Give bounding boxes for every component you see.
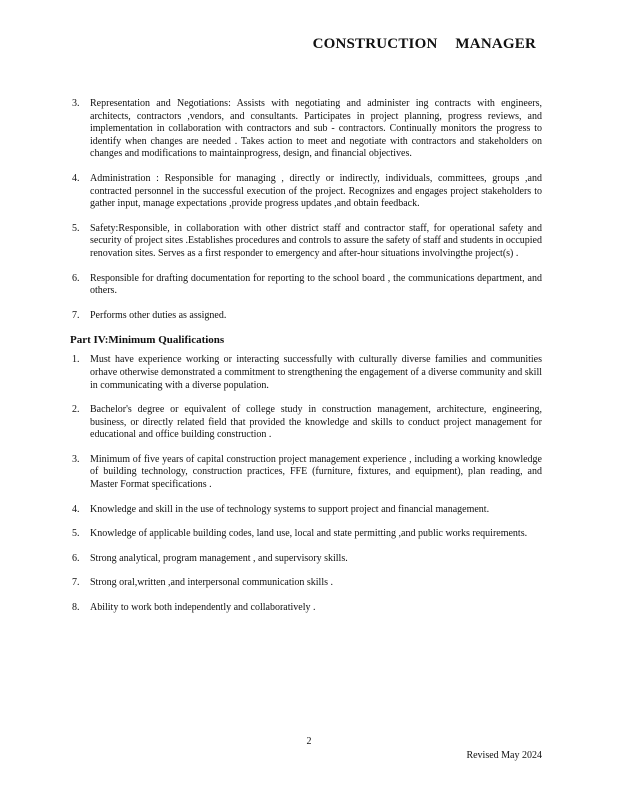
list-item (72, 504, 542, 517)
list-item (72, 577, 542, 590)
revision-date: Revised May 2024 (466, 750, 542, 761)
item-number: 3. (72, 98, 80, 109)
item-text: Responsible for drafting documentation for reporting to the school board , the communications department, and others. (90, 272, 542, 297)
item-text: Representation and Negotiations: Assists with negotiating and administer ing contracts with engineers, architects, contractors ,vendors, and consultants. Participates in project planning, progress reviews, and implementation in collaboration with contractors and sub - contractors. Continually monitors the progress to identify when changes are needed . Takes action to meet and negotiate with contractors and stakeholders on changes and modifications to maintainprogress, design, and financial objectives. (90, 98, 542, 160)
item-number: 4. (72, 172, 80, 184)
item-number: 1. (72, 354, 80, 366)
item-number: 7. (72, 309, 80, 321)
list-item (72, 354, 542, 392)
list-item (72, 310, 542, 323)
list-item (72, 173, 542, 211)
item-number: 3. (72, 453, 80, 465)
item-number: 4. (72, 503, 80, 515)
item-number: 2. (72, 404, 80, 416)
item-number: 5. (72, 528, 80, 540)
page-number: 2 (306, 736, 312, 747)
list-item (72, 454, 542, 492)
item-text: Must have experience working or interacting successfully with culturally diverse families and communities orhave otherwise demonstrated a commitment to strengthening the engagement of a diverse community and skill in communicating with a diverse population. (90, 354, 542, 391)
item-number: 7. (72, 577, 80, 589)
item-number: 8. (72, 602, 80, 614)
document-title: CONSTRUCTION MANAGER (312, 36, 536, 52)
item-text: Ability to work both independently and collaboratively . (90, 602, 316, 614)
item-text: Safety:Responsible, in collaboration with other district staff and contractor staff, for operational safety and security of project sites .Establishes procedures and controls to assure the safety of staff and students in occupied renovation sites. Serves as a first responder to emergency and after-hour situations involvingthe project(s) . (90, 222, 542, 259)
item-text: Strong oral,written ,and interpersonal communication skills . (90, 577, 334, 589)
list-item (72, 553, 542, 566)
list-item (72, 528, 542, 541)
section-heading: Part IV:Minimum Qualifications (70, 334, 225, 347)
item-text: Strong analytical, program management , and supervisory skills. (90, 552, 348, 564)
item-number: 6. (72, 272, 80, 284)
item-number: 5. (72, 222, 80, 234)
list-item (72, 404, 542, 442)
list-item (72, 223, 542, 261)
item-text: Knowledge and skill in the use of technology systems to support project and financial management. (90, 503, 490, 515)
list-item (72, 98, 542, 161)
item-text: Administration : Responsible for managing , directly or indirectly, individuals, committees, groups ,and contracted personnel in the successful execution of the project. Recognizes and engages project stakeholders to gather input, manage expectations ,provide progress updates ,and obtain feedback. (90, 172, 542, 210)
list-item (72, 602, 542, 615)
document-body (72, 98, 542, 627)
item-text: Minimum of five years of capital construction project management experience , including a working knowledge of building technology, construction practices, FFE (furniture, fixtures, and equipment), plan reading, and Master Format specifications . (90, 453, 542, 491)
item-text: Performs other duties as assigned. (90, 309, 227, 321)
item-number: 6. (72, 552, 80, 564)
list-item (72, 273, 542, 298)
item-text: Bachelor's degree or equivalent of college study in construction management, architecture, engineering, business, or directly related field that provided the knowledge and skills to conduct project management for educational and office building construction . (90, 404, 542, 441)
item-text: Knowledge of applicable building codes, land use, local and state permitting ,and public works requirements. (90, 528, 528, 540)
